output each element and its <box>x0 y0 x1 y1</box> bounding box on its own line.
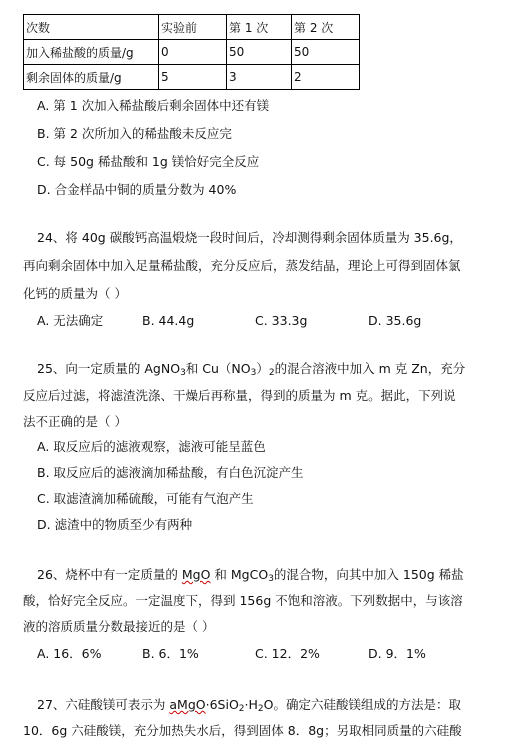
q26-text-line1 <box>37 566 464 584</box>
subscript: 3 <box>268 574 274 584</box>
q23-option-d: D. 合金样品中铜的质量分数为 40% <box>37 182 237 197</box>
q27-text-line2: 10．6g 六硅酸镁，充分加热失水后，得到固体 8．8g；另取相同质量的六硅酸 <box>23 723 462 738</box>
q25-option-c: C. 取滤渣滴加稀硫酸，可能有气泡产生 <box>37 491 254 506</box>
table-cell: 3 <box>227 65 292 90</box>
table-header-cell: 第 2 次 <box>292 15 360 40</box>
table-row <box>24 40 360 65</box>
q26-text: 26、烧杯中有一定质量的 <box>37 567 182 582</box>
q26-text: 和 MgCO <box>210 567 269 582</box>
q27-text-line1 <box>37 696 461 714</box>
q25-text: 的混合溶液中加入 m 克 Zn，充分 <box>274 361 466 376</box>
subscript: 2 <box>268 368 275 378</box>
q25-option-a: A. 取反应后的滤液观察，滤液可能呈蓝色 <box>37 439 266 454</box>
q24-text-line3: 化钙的质量为（ ） <box>23 286 127 301</box>
table-header-cell: 次数 <box>24 15 159 40</box>
q26-option-b: B. 6．1% <box>142 646 199 661</box>
table-cell: 剩余固体的质量/g <box>24 65 159 90</box>
q25-text-line1 <box>37 360 465 378</box>
table-header-cell: 实验前 <box>159 15 227 40</box>
q26-text-underlined: MgO <box>181 567 211 582</box>
subscript: 3 <box>250 368 257 378</box>
q27-text: ·H <box>244 697 258 712</box>
table-cell: 2 <box>292 65 360 90</box>
q27-text: ·6SiO <box>205 697 239 712</box>
q26-text: 的混合物，向其中加入 150g 稀盐 <box>273 567 464 582</box>
table-cell: 0 <box>159 40 227 65</box>
q26-option-d: D. 9．1% <box>368 646 426 661</box>
table-header-row <box>24 15 360 40</box>
q27-text: O。确定六硅酸镁组成的方法是：取 <box>263 697 461 712</box>
q27-text: 27、六硅酸镁可表示为 <box>37 697 170 712</box>
q26-option-a: A. 16．6% <box>37 646 102 661</box>
q27-text-underlined: aMgO <box>169 697 206 712</box>
table-cell: 5 <box>159 65 227 90</box>
q25-text-line3: 法不正确的是（ ） <box>23 414 127 429</box>
subscript: 2 <box>257 704 264 714</box>
q23-option-a: A. 第 1 次加入稀盐酸后剩余固体中还有镁 <box>37 98 270 113</box>
q23-option-b: B. 第 2 次所加入的稀盐酸未反应完 <box>37 126 232 141</box>
q25-text: 25、向一定质量的 AgNO <box>37 361 181 376</box>
q24-option-d: D. 35.6g <box>368 313 422 328</box>
q24-option-a: A. 无法确定 <box>37 313 104 328</box>
subscript: 3 <box>180 368 186 378</box>
q25-text: ） <box>256 361 269 376</box>
q25-option-d: D. 滤渣中的物质至少有两种 <box>37 517 193 532</box>
q24-option-b: B. 44.4g <box>142 313 195 328</box>
q25-text-line2: 反应后过滤，将滤渣洗涤、干燥后再称量，得到的质量为 m 克。据此，下列说 <box>23 388 456 403</box>
q25-option-b: B. 取反应后的滤液滴加稀盐酸，有白色沉淀产生 <box>37 465 304 480</box>
table-cell: 加入稀盐酸的质量/g <box>24 40 159 65</box>
q24-text-line2: 再向剩余固体中加入足量稀盐酸，充分反应后，蒸发结晶，理论上可得到固体氯 <box>23 258 461 273</box>
q26-text-line3: 液的溶质质量分数最接近的是（ ） <box>23 619 215 634</box>
q25-text: 和 Cu（NO <box>185 361 251 376</box>
q24-option-c: C. 33.3g <box>255 313 308 328</box>
table-header-cell: 第 1 次 <box>227 15 292 40</box>
q26-text-line2: 酸，恰好完全反应。一定温度下，得到 156g 不饱和溶液。下列数据中，与该溶 <box>23 593 463 608</box>
q24-text-line1: 24、将 40g 碳酸钙高温煅烧一段时间后，冷却测得剩余固体质量为 35.6g， <box>37 230 462 245</box>
results-table <box>23 14 360 90</box>
subscript: 2 <box>238 704 245 714</box>
table-row <box>24 65 360 90</box>
table-cell: 50 <box>227 40 292 65</box>
q23-option-c: C. 每 50g 稀盐酸和 1g 镁恰好完全反应 <box>37 154 260 169</box>
q26-option-c: C. 12．2% <box>255 646 320 661</box>
table-cell: 50 <box>292 40 360 65</box>
